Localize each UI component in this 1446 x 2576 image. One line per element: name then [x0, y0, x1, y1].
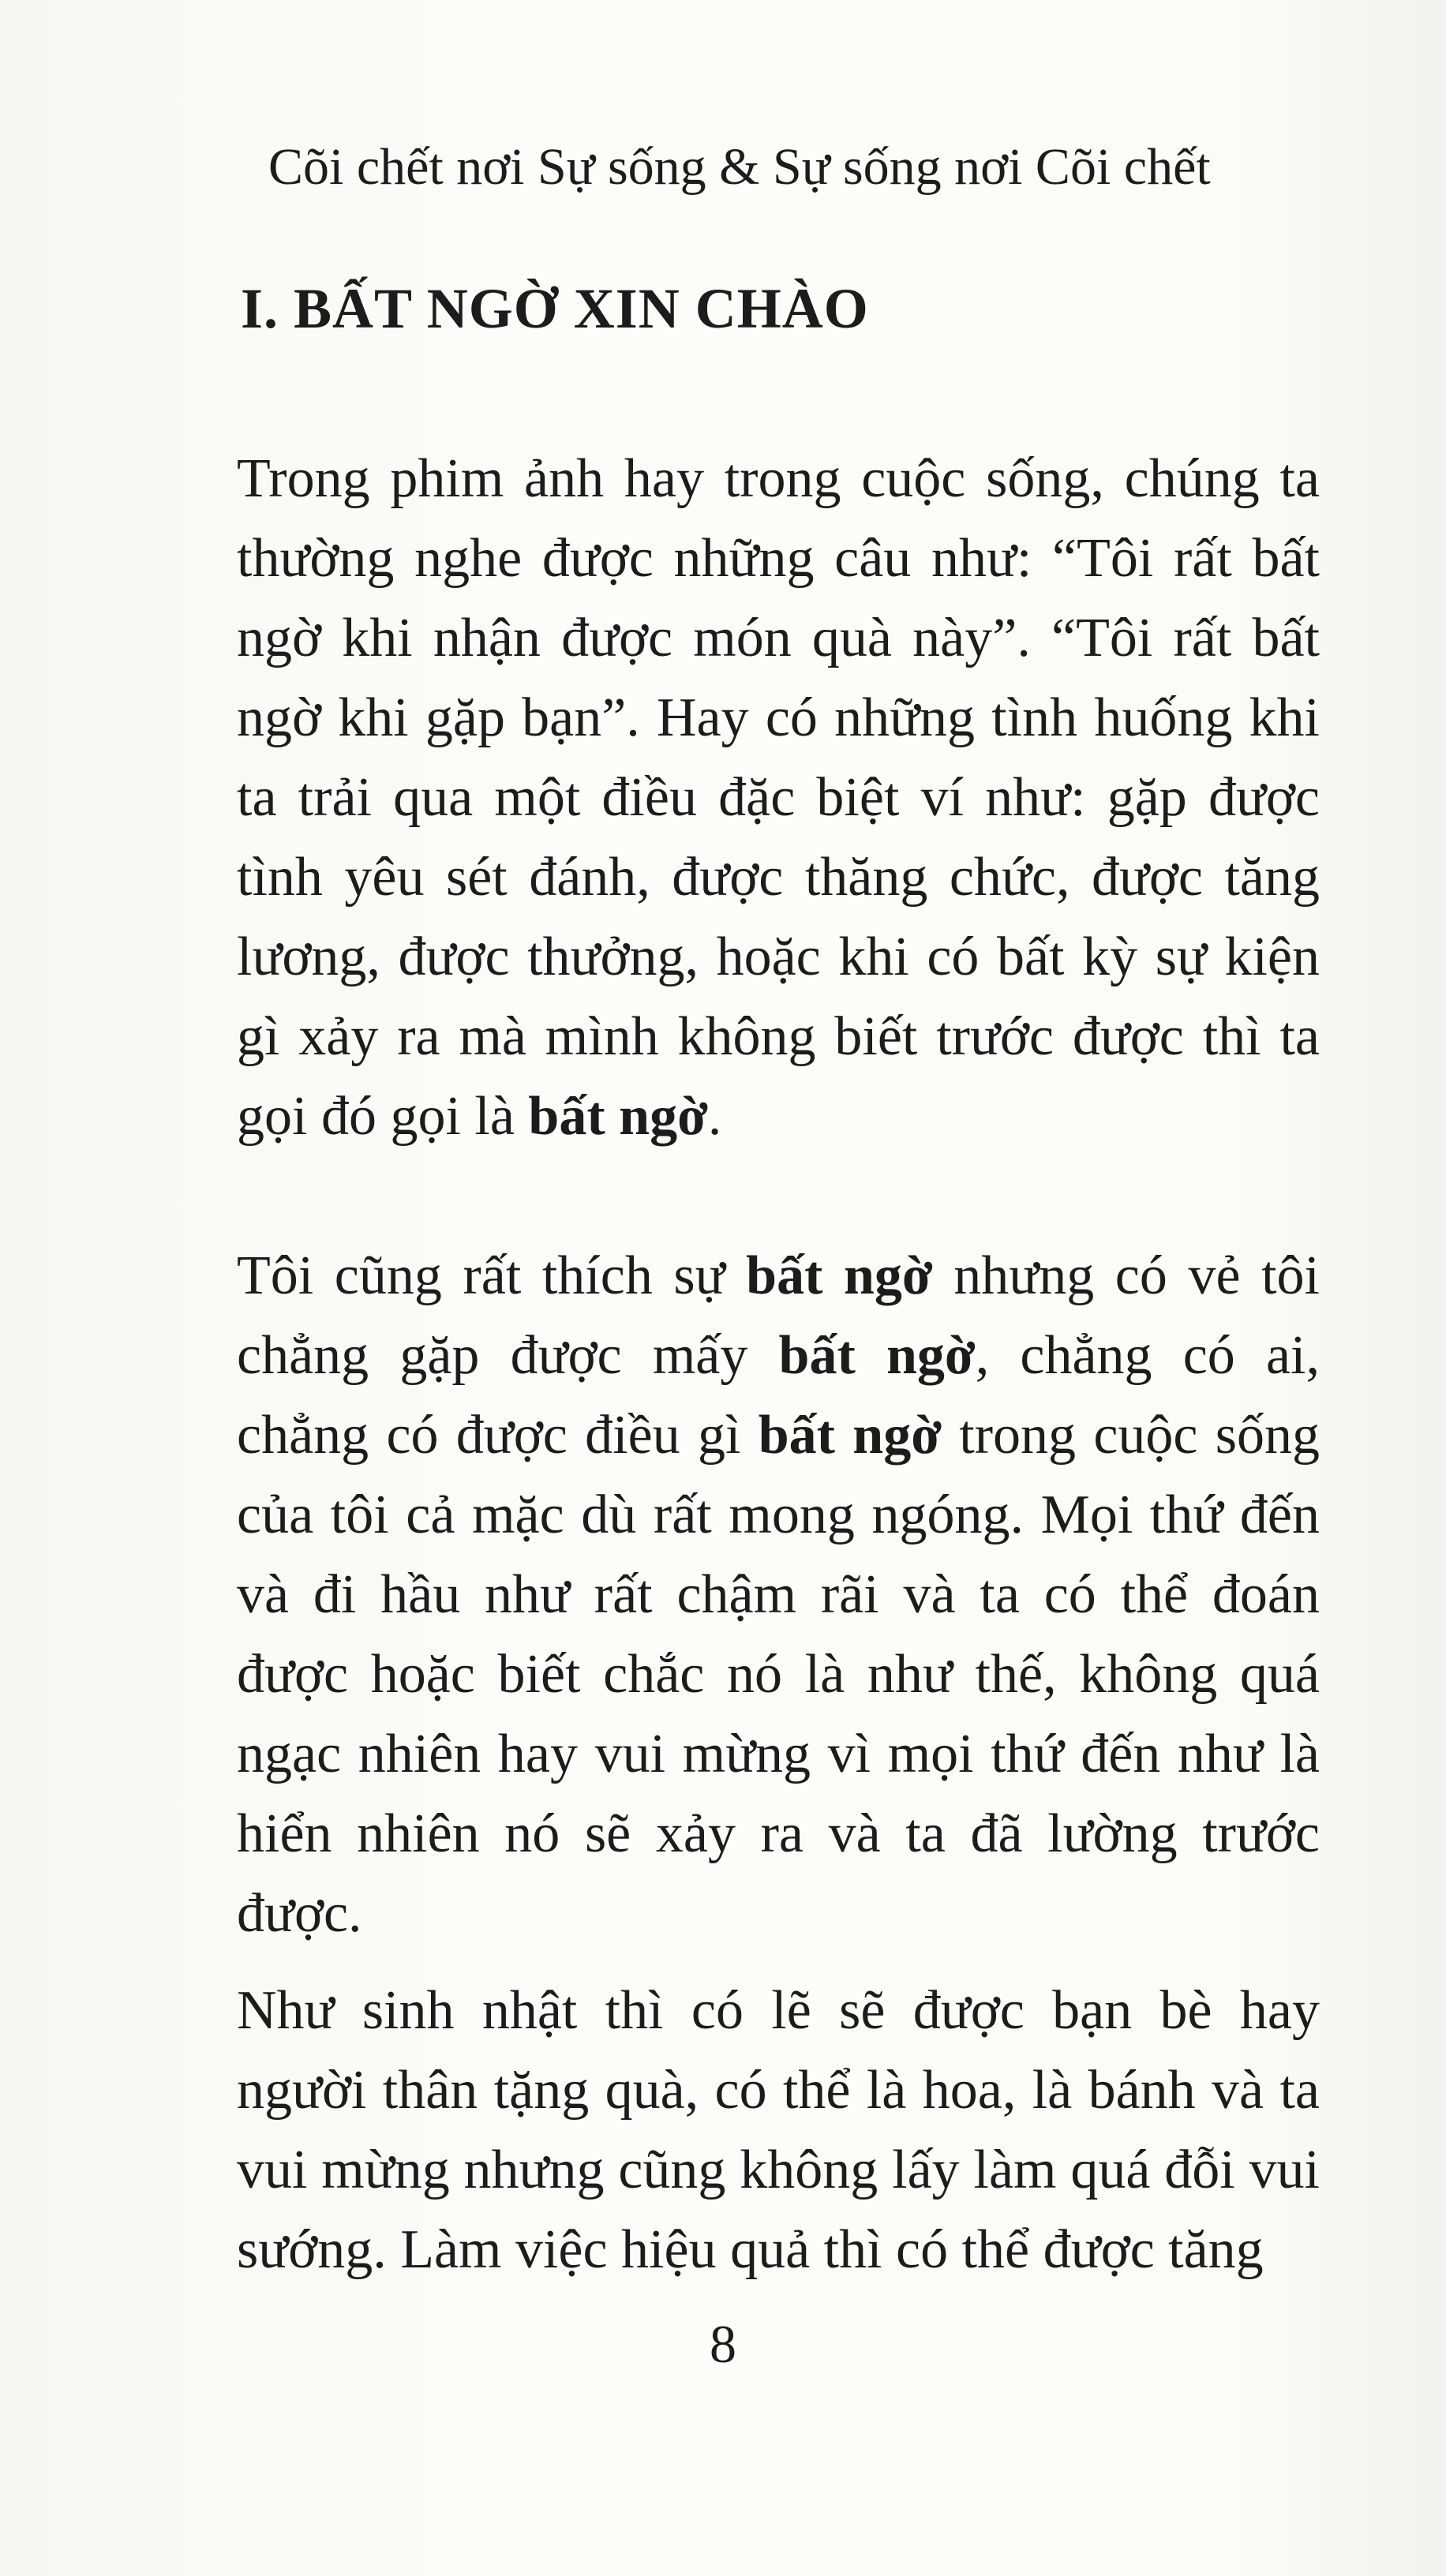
emphasis-bat-ngo: bất ngờ [528, 1086, 708, 1147]
paragraph-2 [237, 1236, 1320, 1953]
page-number: 8 [710, 2314, 736, 2374]
paragraph-3-text: Như sinh nhật thì có lẽ sẽ được bạn bè hay người thân tặng quà, có thể là hoa, là bánh và ta vui mừng nhưng cũng không lấy làm quá đỗi vui sướng. Làm việc hiệu quả thì có thể được tăng [237, 1980, 1320, 2280]
emphasis-bat-ngo: bất ngờ [758, 1405, 942, 1466]
paragraph-1-end: . [707, 1086, 722, 1147]
paragraph-2-text-b: nhưng có vẻ tôi chẳng gặp được mấy [237, 1245, 1320, 1386]
paragraph-2-text-a: Tôi cũng rất thích sự [237, 1245, 747, 1306]
paragraph-1-text: Trong phim ảnh hay trong cuộc sống, chúng ta thường nghe được những câu như: “Tôi rất bất ngờ khi nhận được món quà này”. “Tôi rất bất ngờ khi gặp bạn”. Hay có những tình huống khi ta trải qua một điều đặc biệt ví như: gặp được tình yêu sét đánh, được thăng chức, được tăng lương, được thưởng, hoặc khi có bất kỳ sự kiện gì xảy ra mà mình không biết trước được thì ta gọi đó gọi là [237, 448, 1320, 1147]
paragraph-2-text-d: trong cuộc sống của tôi cả mặc dù rất mong ngóng. Mọi thứ đến và đi hầu như rất chậm rãi và ta có thể đoán được hoặc biết chắc nó là như thế, không quá ngạc nhiên hay vui mừng vì mọi thứ đến như là hiển nhiên nó sẽ xảy ra và ta đã lường trước được. [237, 1405, 1320, 1944]
running-header: Cõi chết nơi Sự sống & Sự sống nơi Cõi chết [268, 138, 1211, 196]
emphasis-bat-ngo: bất ngờ [746, 1245, 933, 1306]
paragraph-3 [237, 1971, 1320, 2290]
section-title: I. BẤT NGỜ XIN CHÀO [241, 277, 869, 340]
paragraph-2-text-c: , chẳng có ai, chẳng có được điều gì [237, 1325, 1320, 1466]
paragraph-1 [237, 439, 1320, 1156]
emphasis-bat-ngo: bất ngờ [778, 1325, 976, 1386]
